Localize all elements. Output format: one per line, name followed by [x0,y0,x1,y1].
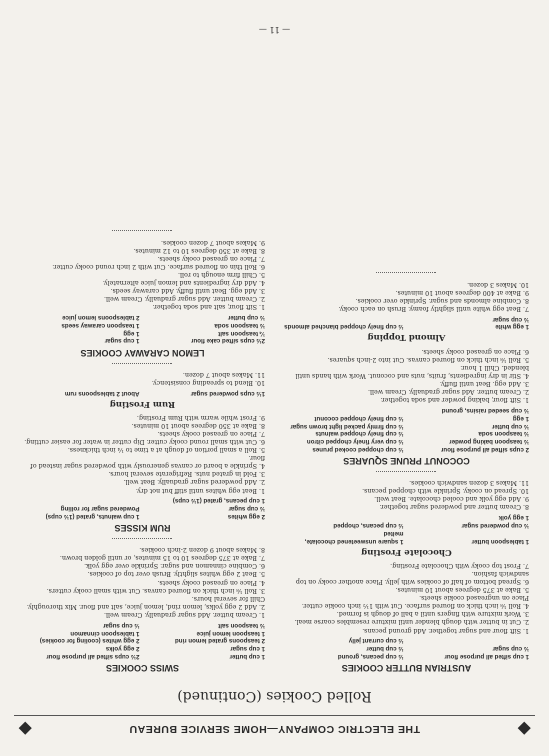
step-item: 1. Cream butter. Add sugar gradually. Cream well. [104,610,265,618]
ingredient: 2 tablespoons lemon juice [62,314,140,322]
sub-ingredient-list [20,389,265,397]
ingredient [20,497,140,505]
page-header [14,715,535,742]
sub-recipe-title: Rum Frosting [109,398,176,409]
step-item: 8. Cream butter and powdered sugar together. [379,503,529,511]
ingredient: Powdered sugar for rolling [60,505,140,513]
ingredient: ½ cup sugar [103,621,140,629]
ingredient: ½ cup chopped cooked prunes [312,445,404,453]
sub-ingredient-list [284,513,529,544]
recipe-section [284,279,529,465]
step-item: 5. Beat 2 egg whites slightly. Brush over top of cookies. [87,570,265,578]
ingredient-list [20,313,265,344]
ingredient: ½ teaspoon soda [478,430,529,438]
ingredient: 1 cup walnuts, grated (1½ cups) [45,512,140,520]
ingredient: 2½ cups sifted cake flour [191,337,265,345]
step-item: 1. Sift flour and sugar together. Add ground pecans. [362,626,529,634]
step-item: 7. Bake at 375 degrees 10 to 15 minutes, or until golden brown. [59,554,265,562]
step-list [20,237,265,310]
section-divider [113,230,173,231]
ingredient: 1 cup sugar [230,645,265,653]
ingredient: ½ cup sugar [492,315,529,323]
header-org: THE ELECTRIC COMPANY—HOME SERVICE BUREAU [129,723,420,735]
sub-recipe-title: Almond Topping [367,332,446,343]
step-item: 9. Bake at 400 degrees about 10 minutes. [395,288,529,296]
recipe-section [20,237,265,356]
step-item: 2. Cut in butter with dough blender until mixture resembles coarse meal. [294,618,529,626]
ingredient: ½ cup pecans, chopped [333,521,404,529]
step-item: 2. Cream butter. Add sugar gradually. Cream well. [368,388,529,396]
step-item: 7. Frost top cooky with Chocolate Frosting. [390,561,529,569]
ingredient: 1 teaspoon lemon juice [196,629,265,637]
step-item: 3. Fold in grated nuts. Refrigerate several hours. [108,470,265,478]
step-item: 11. Makes 3 dozen sandwich cookies. [409,479,529,487]
step-item: 9. Frost while warm with Rum Frosting. [136,413,265,421]
ingredient: ½ teaspoon soda [214,321,265,329]
ingredient: ½ cup firmly packed light brown sugar [290,422,404,430]
ingredient: ½ cup finely chopped walnuts [315,430,404,438]
sub-ingredient-list [284,315,529,331]
diamond-logo-icon: ◆ [18,720,32,737]
recipe-section [20,545,265,672]
left-column [284,266,529,678]
step-item: 2. Add powdered sugar gradually. Beat well. [123,478,265,486]
ingredient: ¼ teaspoon salt [218,329,265,337]
ingredient: ½ cup butter [227,314,265,322]
ingredient: 1 egg [512,414,529,422]
ingredient: ½ cup sugar [228,505,265,513]
step-item: 4. Add dry ingredients and lemon juice alternately. [102,279,265,287]
ingredient: ½ teaspoon baking powder [449,438,529,446]
step-item: 5. Chill firm enough to roll. [178,270,265,278]
ingredient: ½ cup seeded raisins, ground [441,406,529,414]
ingredient: ½ cup powdered sugar [461,521,529,529]
ingredient: 1½ cups powdered sugar [190,389,265,397]
step-list [284,346,529,403]
step-item: 4. Sprinkle a board or canvas generously with powdered sugar instead of flour. [30,454,265,470]
section-divider [377,272,437,273]
step-item: 4. Stir in dry ingredients, fruits, nuts and coconut. Work with hands until blended. Chill 1 hour. [295,363,529,379]
ingredient: 1 square unsweetened chocolate, melted [304,529,404,545]
sub-recipe-title: Chocolate Frosting [361,546,452,557]
ingredient: 2 cups sifted all purpose flour [440,445,529,453]
section-divider [113,538,173,539]
ingredient: About 2 tablespoons rum [64,389,140,397]
ingredient [284,406,404,414]
step-item: 1. Beat egg whites until stiff but not dry. [135,486,265,494]
step-item: 7. Place on greased cooky sheets. [157,429,265,437]
step-item: 7. Place on greased cooky sheets. [157,254,265,262]
step-item: 8. Makes about 9 dozen 2-inch cookies. [139,546,265,554]
ingredient: 1 tablespoon butter [471,537,529,545]
ingredient: ½ cup finely chopped coconut [314,414,404,422]
step-item: 3. Work mixture with fingers until a ball of dough is formed. [336,610,529,618]
ingredient: ½ cup butter [366,645,404,653]
step-list [20,545,265,618]
recipe-section [20,370,265,533]
ingredient [284,513,404,521]
recipe-title: AUSTRIAN BUTTER COOKIES [341,663,472,673]
step-item: 3. Add egg. Beat until fluffy. [439,379,529,387]
ingredient [410,637,530,645]
ingredient: 1 egg [123,329,140,337]
ingredient-list [284,637,529,660]
step-item: 8. Bake at 350 degrees 10 to 12 minutes. [133,246,265,254]
step-item: 5. Bake at 375 degrees about 10 minutes. [395,586,529,594]
ingredient: ½ cup butter [491,422,529,430]
ingredient: 1 cup sifted all purpose flour [444,652,529,660]
step-item: 8. Combine almonds and sugar. Sprinkle over cookies. [355,296,529,304]
section-divider [377,471,437,472]
ingredient [284,315,404,323]
page-subtitle: Rolled Cookies (Continued) [177,688,372,704]
ingredient: 1 cup sugar [104,337,140,345]
step-item: 6. Combine cinnamon and sugar. Sprinkle over egg yolk. [84,562,265,570]
recipe-title: RUM KISSES [114,523,171,534]
right-column [20,224,265,678]
recipe-title: COCONUT PRUNE SQUARES [343,456,470,467]
step-item: 8. Bake at 350 degrees about 10 minutes. [131,421,265,429]
step-item: 7. Beat egg white until slightly foamy. Brush on each cooky. [338,304,529,312]
ingredient: 1 tablespoon cinnamon [70,629,140,637]
step-item: 2. Cream butter. Add sugar gradually. Cream well. [104,295,265,303]
ingredient: ½ cup very finely chopped citron [306,438,404,446]
ingredient: 1 egg white [495,323,529,331]
recipe-section [284,478,529,672]
ingredient: ½ cup sugar [492,645,529,653]
ingredient: 1 teaspoon caraway seeds [61,321,140,329]
step-item: 10. Spread on cooky. Sprinkle with chopped pecans. [362,487,529,495]
ingredient-list [20,621,265,660]
step-item: 5. Roll ⅛ inch thick on floured canvas. Cut into 2-inch squares. [327,355,529,363]
section-divider [113,363,173,364]
page-number: — 11 — [258,25,291,34]
step-item: 10. Blend to spreading consistency. [151,378,265,386]
ingredient: 2 egg whites (cooling for cookies) [39,637,140,645]
step-item: 11. Makes about 7 dozen. [182,370,265,378]
ingredient: 2 egg yolks [105,645,140,653]
step-item: 6. Cut with small round cooky cutter. Dip cutter in water for easier cutting. [24,438,265,446]
step-item: 4. Place on greased cooky sheets. [157,578,265,586]
ingredient: ½ cup pecans, ground [337,652,404,660]
step-item: 3. Roll ⅛ inch thick on floured canvas. Cut with small cooky cutters. [46,586,265,594]
ingredient: 2 egg whites [227,512,265,520]
step-item: 6. Roll thin on floured surface. Cut with 2 inch round cooky cutter. [52,262,265,270]
ingredient: 1 cup butter [229,652,265,660]
recipe-title: SWISS COOKIES [106,663,180,673]
sub-step-list [284,279,529,311]
recipe-title: LEMON CARAWAY COOKIES [80,347,205,358]
ingredient: ½ cup finely chopped blanched almonds [284,323,404,331]
diamond-logo-icon: ◆ [517,720,531,737]
step-list [284,561,529,634]
step-list [20,413,265,494]
step-item: 6. Spread bottom of half of cookies with jelly. Place another cooky on top sandwich fashion. [295,569,529,585]
ingredient: 2 teaspoons grated lemon rind [174,637,265,645]
step-item: 9. Makes about 7 dozen cookies. [161,238,265,246]
step-item: 5. Roll a small portion of dough at a time to ¼ inch thickness. [67,446,265,454]
ingredient: ½ teaspoon salt [218,621,265,629]
sub-step-list [20,370,265,386]
sub-step-list [284,478,529,510]
ingredient: 1 egg yolk [498,514,529,522]
step-item: 1. Sift flour, salt and soda together. [152,303,265,311]
step-item: 3. Add egg. Beat until fluffy. Add caraway seeds. [110,287,265,295]
step-item: 4. Roll ⅛ inch thick on floured surface. Cut with 1½ inch cookie cutter. Place on ungreased cookie sheets. [301,594,529,610]
step-item: 9. Add egg yolk and cooled chocolate. Beat well. [374,495,529,503]
ingredient: 1 cup pecans, grated (1½ cups) [172,497,265,505]
step-item: 6. Place on greased cooky sheets. [421,347,529,355]
step-item: 10. Makes 3 dozen. [467,280,529,288]
ingredient-list [284,406,529,453]
step-item: 2. Add 2 egg yolks, lemon rind, lemon juice, salt and flour. Mix thoroughly. Chill for several hours. [26,594,265,610]
ingredient: 2½ cups sifted all purpose flour [46,652,140,660]
ingredient: ½ cup currant jelly [348,637,404,645]
step-item: 1. Sift flour, baking powder and soda together. [380,396,529,404]
ingredient-list [20,497,265,520]
